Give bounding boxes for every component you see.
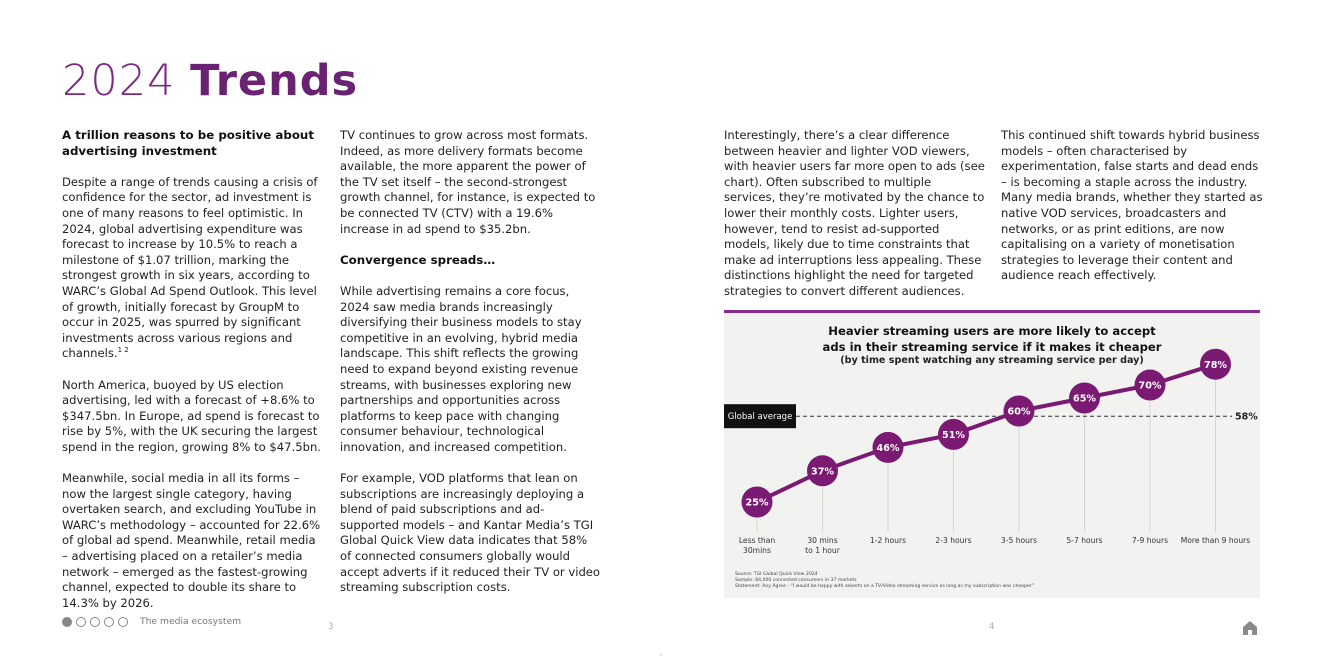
chart-plot: [724, 313, 1260, 598]
data-label: 70%: [1138, 380, 1162, 392]
page-title-year: 2024: [62, 56, 176, 106]
global-average-label: Global average: [727, 412, 793, 423]
page-number-left: 3: [328, 622, 334, 632]
section-dot[interactable]: [104, 617, 114, 627]
footer-nav: [62, 616, 241, 627]
category-label: [1001, 536, 1037, 545]
data-label: 65%: [1073, 393, 1096, 405]
paragraph-text: Despite a range of trends causing a crisis of confidence for the sector, ad investment is one of many reasons to feel optimistic. In 2024, global advertising expenditure was forecast to increase by 10.5% to reach a milestone of $1.07 trillion, marking the strongest growth in six years, according to WARC’s Global Ad Spend Outlook. This level of growth, initially forecast by GroupM to occur in 2025, was spurred by significant investments across various regions and channels.: [62, 174, 318, 361]
column-2: [340, 128, 602, 611]
category-label: [805, 536, 841, 555]
category-label-line: 7-9 hours: [1131, 536, 1169, 545]
category-label: [870, 536, 906, 545]
category-label-line: 1-2 hours: [869, 536, 907, 545]
paragraph: Meanwhile, social media in all its forms – now the largest single category, having overtaken search, and excluding YouTube in WARC’s methodology – accounted for 22.6% of global ad spend. Meanwhile, retail media – advertising placed on a retailer’s media network – emerged as the fastest-growing channel, expected to double its share to 14.3% by 2026.: [62, 471, 321, 610]
section-dot[interactable]: [76, 617, 86, 627]
paragraph: This continued shift towards hybrid business models – often characterised by experimentation, false starts and dead ends – is becoming a staple across the industry. Many media brands, whether they started as native VOD services, broadcasters and networks, or as print editions, are now capitalising on a variety of monetisation strategies to leverage their content and audience reach effectively.: [1001, 128, 1263, 283]
paragraph: North America, buoyed by US election advertising, led with a forecast of +8.6% to $347.5bn. In Europe, ad spend is forecast to rise by 5%, with the UK securing the largest spend in the region, growing 8% to $47.5bn.: [62, 377, 321, 454]
page-number-right: 4: [989, 622, 995, 632]
category-label: [739, 536, 776, 555]
chart-subtitle: (by time spent watching any streaming service per day): [840, 355, 1144, 366]
spine-marker: •: [659, 652, 663, 659]
category-label: [1132, 536, 1168, 545]
paragraph: TV continues to grow across most formats. Indeed, as more delivery formats become available, the more apparent the power of the TV set itself – the second-strongest growth channel, for instance, is expected to be connected TV (CTV) with a 19.6% increase in ad spend to $35.2bn.: [340, 128, 596, 236]
data-label: 60%: [1007, 406, 1031, 418]
column-3: [724, 128, 986, 315]
category-label-line: 3-5 hours: [1000, 536, 1038, 545]
section-dot-active[interactable]: [62, 617, 72, 627]
category-label-line: 5-7 hours: [1066, 536, 1103, 545]
category-label: [935, 536, 971, 545]
section-heading-convergence: Convergence spreads…: [340, 252, 496, 267]
data-label: 51%: [942, 430, 965, 441]
category-label: [1181, 536, 1251, 545]
chart-source-line: Source: TGI Global Quick View 2024: [735, 572, 818, 577]
section-heading-trillion: A trillion reasons to be positive about advertising investment: [62, 128, 314, 158]
category-label-line: 2-3 hours: [935, 536, 972, 545]
footnote-ref[interactable]: 1 2: [117, 346, 129, 355]
chart-title-line-1: Heavier streaming users are more likely to accept: [828, 324, 1156, 338]
data-label: 25%: [745, 497, 769, 509]
data-label: 46%: [876, 443, 900, 454]
category-label-line: 30 mins: [807, 536, 838, 545]
page-title-word: Trends: [190, 56, 359, 106]
paragraph: For example, VOD platforms that lean on subscriptions are increasingly deploying a blend of paid subscriptions and ad-supported models – and Kantar Media’s TGI Global Quick View data indicates that 58% of connected consumers globally would accept adverts if it reduced their TV or video streaming subscription costs.: [340, 471, 601, 595]
data-label: 37%: [811, 466, 834, 478]
section-label[interactable]: The media ecosystem: [140, 616, 242, 627]
chart-source: [735, 572, 1034, 590]
chart-title-line-2: ads in their streaming service if it makes it cheaper: [822, 340, 1162, 354]
paragraph: Interestingly, there’s a clear difference between heavier and lighter VOD viewers, with heavier users far more open to ads (see chart). Often subscribed to multiple services, they’re motivated by the chance to lower their monthly costs. Lighter users, however, tend to resist ad-supported models, likely due to time constraints that make ad interruptions less appealing. These distinctions highlight the need for targeted strategies to convert different audiences.: [724, 128, 985, 298]
page-title: [62, 56, 358, 106]
chart-source-line: Statement: Any Agree - “I would be happy with adverts on a TV/Video streaming service as long as my subscription was cheaper”: [735, 584, 1035, 589]
chart-source-line: Sample: 84,000 connected consumers in 37 markets: [735, 578, 857, 583]
category-label-line: More than 9 hours: [1180, 536, 1251, 545]
paragraph: [62, 175, 324, 362]
data-label: 78%: [1204, 359, 1227, 371]
streaming-ads-chart: [724, 310, 1260, 598]
category-label-line: to 1 hour: [805, 546, 840, 555]
section-dot[interactable]: [118, 617, 128, 627]
category-label: [1066, 536, 1102, 545]
category-label-line: Less than: [738, 536, 776, 545]
category-label-line: 30mins: [743, 546, 771, 555]
home-icon[interactable]: [1242, 620, 1258, 636]
column-4: [1001, 128, 1263, 300]
paragraph: While advertising remains a core focus, 2024 saw media brands increasingly diversifying their business models to stay competitive in an evolving, hybrid media landscape. This shift reflects the growing need to expand beyond existing revenue streams, with businesses exploring new partnerships and opportunities across platforms to keep pace with changing consumer behaviour, technological innovation, and increased competition.: [340, 283, 582, 454]
section-dot[interactable]: [90, 617, 100, 627]
global-average-value: 58%: [1235, 411, 1258, 423]
column-1: [62, 128, 324, 627]
